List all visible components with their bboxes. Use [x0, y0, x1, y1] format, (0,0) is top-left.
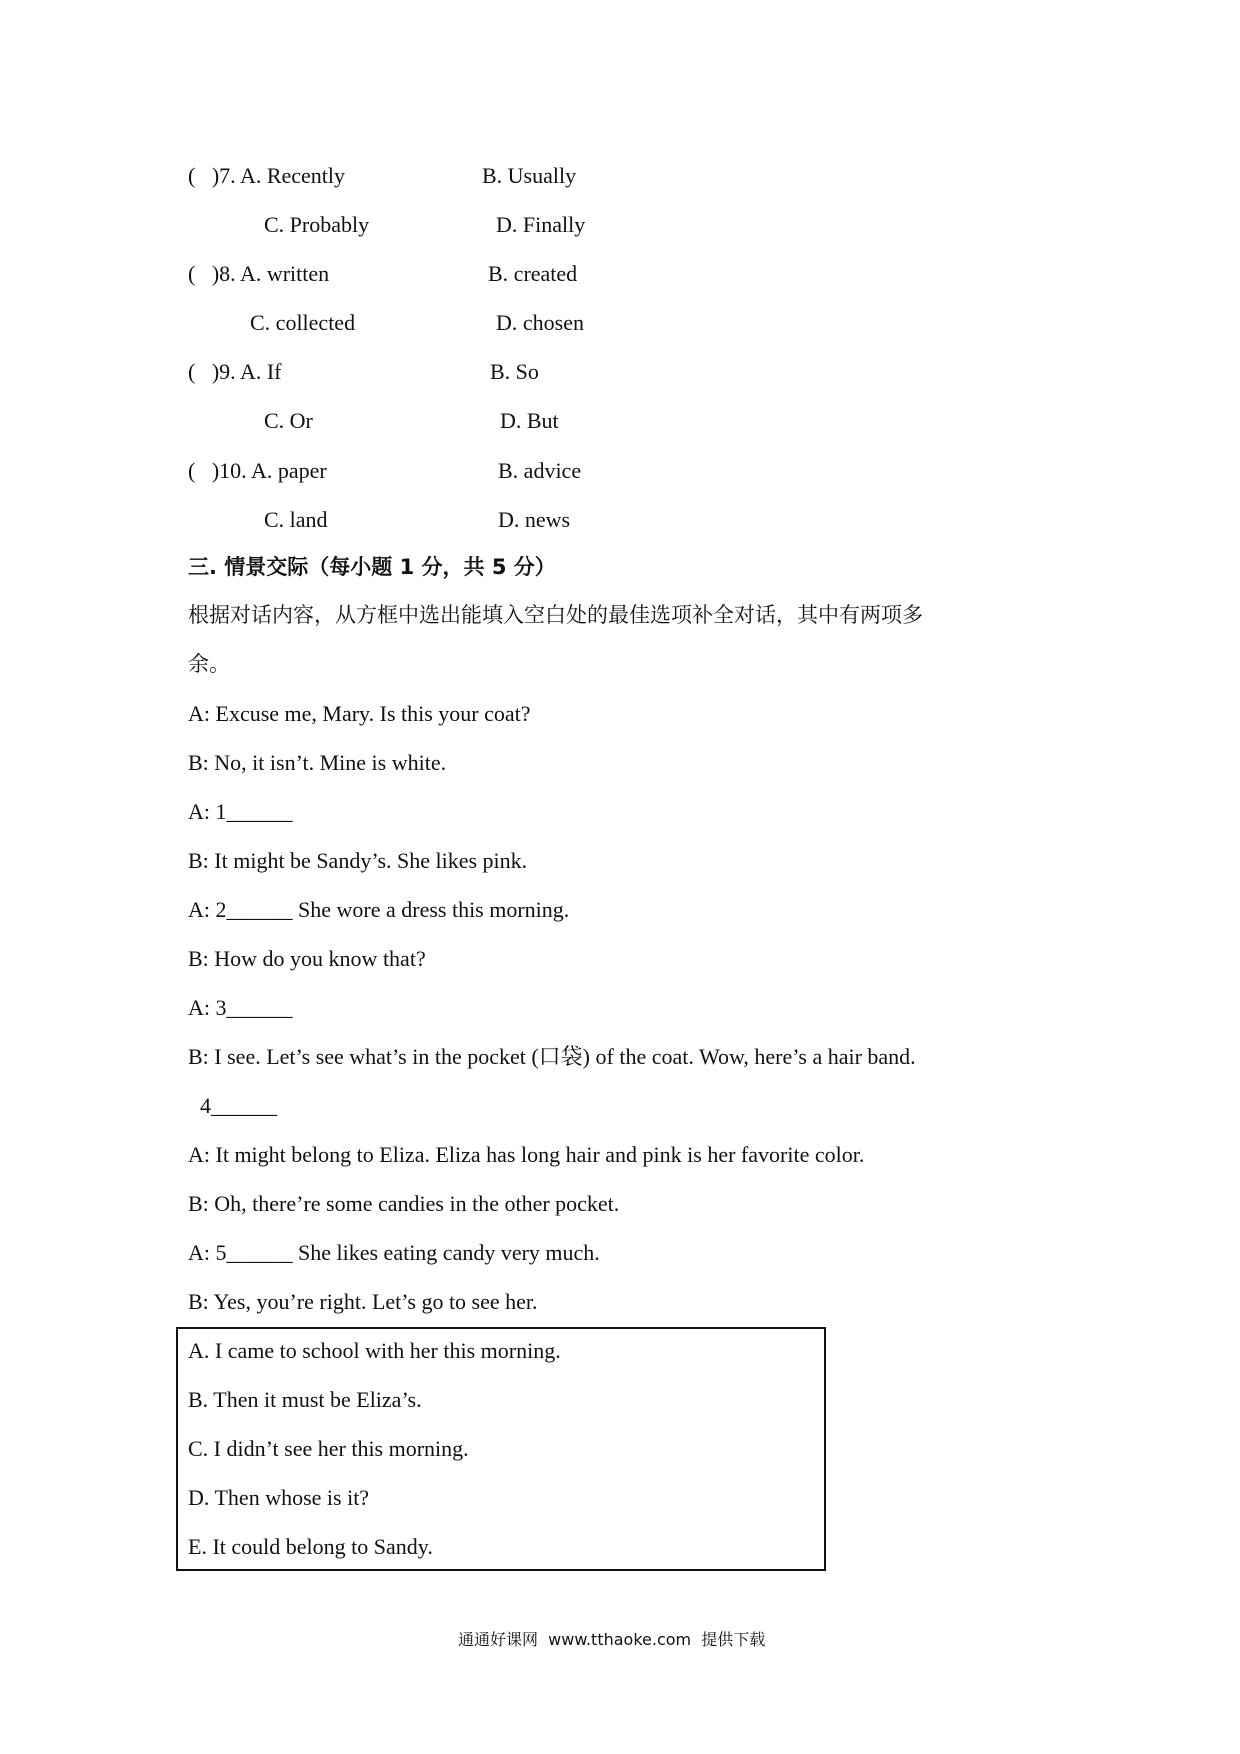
- dialogue-line: B: Oh, there’re some candies in the other pocket.: [188, 1191, 620, 1216]
- question-9-option-b: B. So: [490, 359, 539, 384]
- dialogue-line: A: 3______: [188, 995, 293, 1020]
- question-8-stem: ( )8. A. written: [188, 261, 330, 286]
- question-10-option-c: C. land: [264, 507, 328, 532]
- question-7-option-d: D. Finally: [496, 212, 586, 237]
- dialogue-line: B: How do you know that?: [188, 946, 426, 971]
- dialogue-line: A: 2______ She wore a dress this morning.: [188, 897, 570, 922]
- dialogue-line: A: 5______ She likes eating candy very much.: [188, 1240, 600, 1265]
- footer-text: 通通好课网 www.tthaoke.com 提供下载: [458, 1630, 766, 1649]
- option-e: E. It could belong to Sandy.: [188, 1534, 433, 1559]
- question-8-option-c: C. collected: [250, 310, 356, 335]
- dialogue-line: B: No, it isn’t. Mine is white.: [188, 750, 447, 775]
- question-8-option-b: B. created: [488, 261, 578, 286]
- section-3-instruction-line-1: 根据对话内容，从方框中选出能填入空白处的最佳选项补全对话，其中有两项多: [188, 603, 923, 627]
- question-10-option-b: B. advice: [498, 458, 582, 483]
- option-c: C. I didn’t see her this morning.: [188, 1436, 469, 1461]
- question-7-stem: ( )7. A. Recently: [188, 163, 346, 188]
- question-7-option-c: C. Probably: [264, 212, 370, 237]
- question-9-option-c: C. Or: [264, 408, 313, 433]
- dialogue-line: 4______: [200, 1093, 277, 1118]
- dialogue-line: A: 1______: [188, 799, 293, 824]
- question-7-option-b: B. Usually: [482, 163, 577, 188]
- question-9-stem: ( )9. A. If: [188, 359, 282, 384]
- question-10-option-d: D. news: [498, 507, 571, 532]
- question-8-option-d: D. chosen: [496, 310, 584, 335]
- section-3-title: 三. 情景交际（每小题 1 分，共 5 分）: [188, 555, 556, 579]
- dialogue-line: A: Excuse me, Mary. Is this your coat?: [188, 701, 531, 726]
- section-3-instruction-line-2: 余。: [188, 652, 230, 676]
- dialogue-line: B: Yes, you’re right. Let’s go to see her.: [188, 1289, 538, 1314]
- option-b: B. Then it must be Eliza’s.: [188, 1387, 422, 1412]
- option-a: A. I came to school with her this morning.: [188, 1338, 561, 1363]
- dialogue-line: A: It might belong to Eliza. Eliza has long hair and pink is her favorite color.: [188, 1142, 865, 1167]
- option-d: D. Then whose is it?: [188, 1485, 370, 1510]
- dialogue-line: B: It might be Sandy’s. She likes pink.: [188, 848, 528, 873]
- question-9-option-d: D. But: [500, 408, 559, 433]
- dialogue-line: B: I see. Let’s see what’s in the pocket (口袋) of the coat. Wow, here’s a hair band.: [188, 1044, 916, 1069]
- question-10-stem: ( )10. A. paper: [188, 458, 327, 483]
